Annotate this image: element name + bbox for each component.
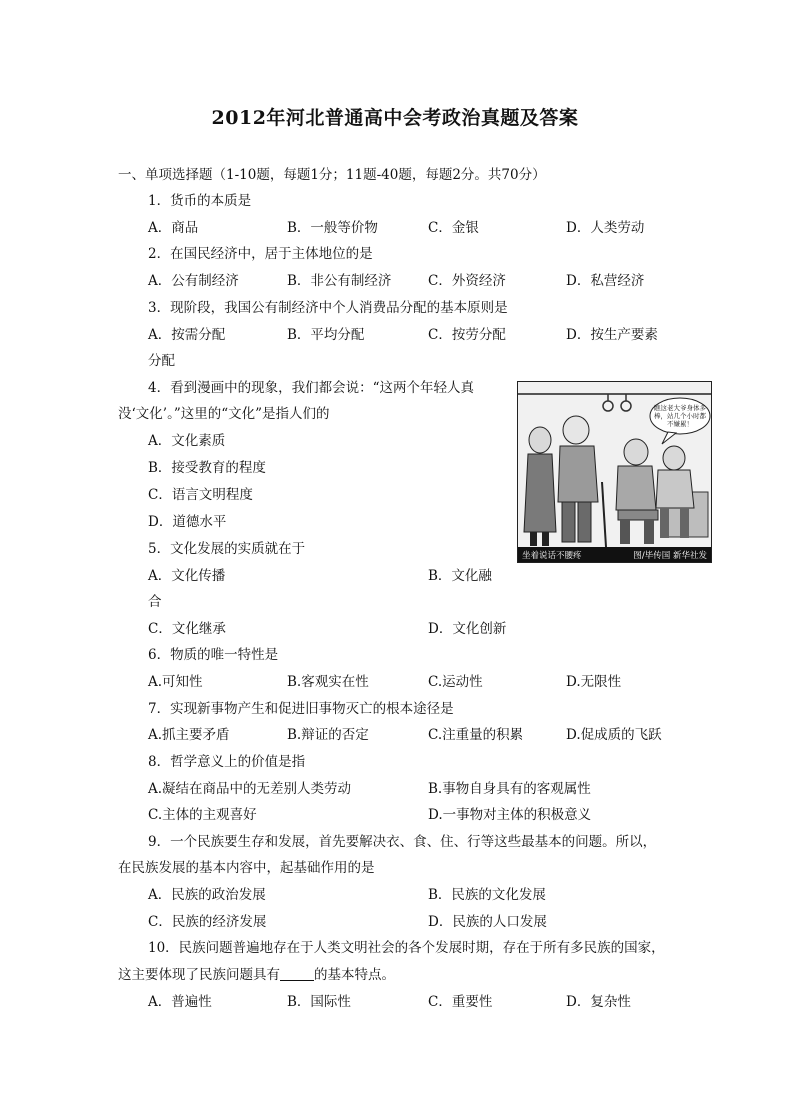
q3-option-d-continued: 分配: [148, 353, 175, 369]
q10-option-d: D．复杂性: [566, 994, 631, 1010]
q10-option-a: A．普遍性: [148, 994, 212, 1010]
q6-option-d: D.无限性: [566, 674, 622, 690]
q9-option-c: C．民族的经济发展: [148, 914, 267, 930]
q2-option-a: A．公有制经济: [148, 273, 239, 289]
q8-option-d: D.一事物对主体的积极意义: [428, 807, 592, 823]
q3-option-d: D．按生产要素: [566, 327, 658, 343]
q2-stem: 2．在国民经济中，居于主体地位的是: [148, 246, 373, 262]
q5-option-c: C．文化继承: [148, 621, 226, 637]
q8-option-c: C.主体的主观喜好: [148, 807, 257, 823]
cartoon-caption-title: 坐着说话不腰疼: [522, 551, 582, 561]
q3-option-c: C．按劳分配: [428, 327, 506, 343]
q1-stem: 1．货币的本质是: [148, 193, 252, 209]
q1-option-d: D．人类劳动: [566, 220, 645, 236]
q6-stem: 6．物质的唯一特性是: [148, 647, 279, 663]
page-title: 2012年河北普通高中会考政治真题及答案: [211, 107, 579, 129]
q5-option-b: B．文化融: [428, 568, 492, 584]
q6-option-b: B.客观实在性: [287, 674, 369, 690]
q7-option-d: D.促成质的飞跃: [566, 727, 662, 743]
q10-stem-line2: [118, 966, 395, 984]
q10-answer-blank: [280, 968, 314, 981]
q4-option-d: D．道德水平: [148, 514, 227, 530]
cartoon-illustration: [517, 381, 712, 563]
cartoon-speech-bubble: 瞧这老大爷身体多棒，站几个小时都不嫌累！: [654, 404, 706, 428]
q2-option-d: D．私营经济: [566, 273, 645, 289]
q1-option-c: C．金银: [428, 220, 479, 236]
q4-stem-line1: 4．看到漫画中的现象，我们都会说：“这两个年轻人真: [148, 380, 474, 396]
q2-option-b: B．非公有制经济: [287, 273, 392, 289]
q10-option-b: B．国际性: [287, 994, 351, 1010]
q10-option-c: C．重要性: [428, 994, 493, 1010]
q9-stem-line2: 在民族发展的基本内容中，起基础作用的是: [118, 860, 375, 876]
q10-stem-suffix: 的基本特点。: [314, 967, 395, 983]
q5-option-b-continued: 合: [148, 594, 162, 610]
q5-stem: 5．文化发展的实质就在于: [148, 541, 306, 557]
q3-stem: 3．现阶段，我国公有制经济中个人消费品分配的基本原则是: [148, 300, 508, 316]
q6-option-c: C.运动性: [428, 674, 483, 690]
q9-option-a: A．民族的政治发展: [148, 887, 266, 903]
q7-option-c: C.注重量的积累: [428, 727, 524, 743]
q1-option-b: B．一般等价物: [287, 220, 378, 236]
q8-option-b: B.事物自身具有的客观属性: [428, 781, 591, 797]
q7-stem: 7．实现新事物产生和促进旧事物灭亡的根本途径是: [148, 701, 454, 717]
q3-option-a: A．按需分配: [148, 327, 226, 343]
q4-option-b: B．接受教育的程度: [148, 460, 266, 476]
q10-stem-prefix: 这主要体现了民族问题具有: [118, 967, 280, 983]
q4-option-a: A．文化素质: [148, 433, 226, 449]
q1-option-a: A．商品: [148, 220, 199, 236]
q9-stem-line1: 9．一个民族要生存和发展，首先要解决衣、食、住、行等这些最基本的问题。所以，: [148, 834, 657, 850]
q3-option-b: B．平均分配: [287, 327, 365, 343]
q2-option-c: C．外资经济: [428, 273, 506, 289]
q8-stem: 8．哲学意义上的价值是指: [148, 754, 306, 770]
q5-option-a: A．文化传播: [148, 568, 226, 584]
q4-option-c: C．语言文明程度: [148, 487, 253, 503]
q9-option-d: D．民族的人口发展: [428, 914, 547, 930]
q4-stem-line2: 没‘文化’。”这里的“文化”是指人们的: [118, 406, 330, 422]
q8-option-a: A.凝结在商品中的无差别人类劳动: [148, 781, 352, 797]
q9-option-b: B．民族的文化发展: [428, 887, 546, 903]
q6-option-a: A.可知性: [148, 674, 203, 690]
q10-stem-line1: 10．民族问题普遍地存在于人类文明社会的各个发展时期，存在于所有多民族的国家，: [148, 940, 665, 956]
q5-option-d: D．文化创新: [428, 621, 507, 637]
q7-option-b: B.辩证的否定: [287, 727, 369, 743]
section-heading: 一、单项选择题（1-10题，每题1分；11题-40题，每题2分。共70分）: [118, 167, 546, 183]
cartoon-caption-bar: [518, 547, 711, 562]
cartoon-caption-credit: 图/毕传国 新华社发: [633, 551, 707, 561]
q7-option-a: A.抓主要矛盾: [148, 727, 230, 743]
